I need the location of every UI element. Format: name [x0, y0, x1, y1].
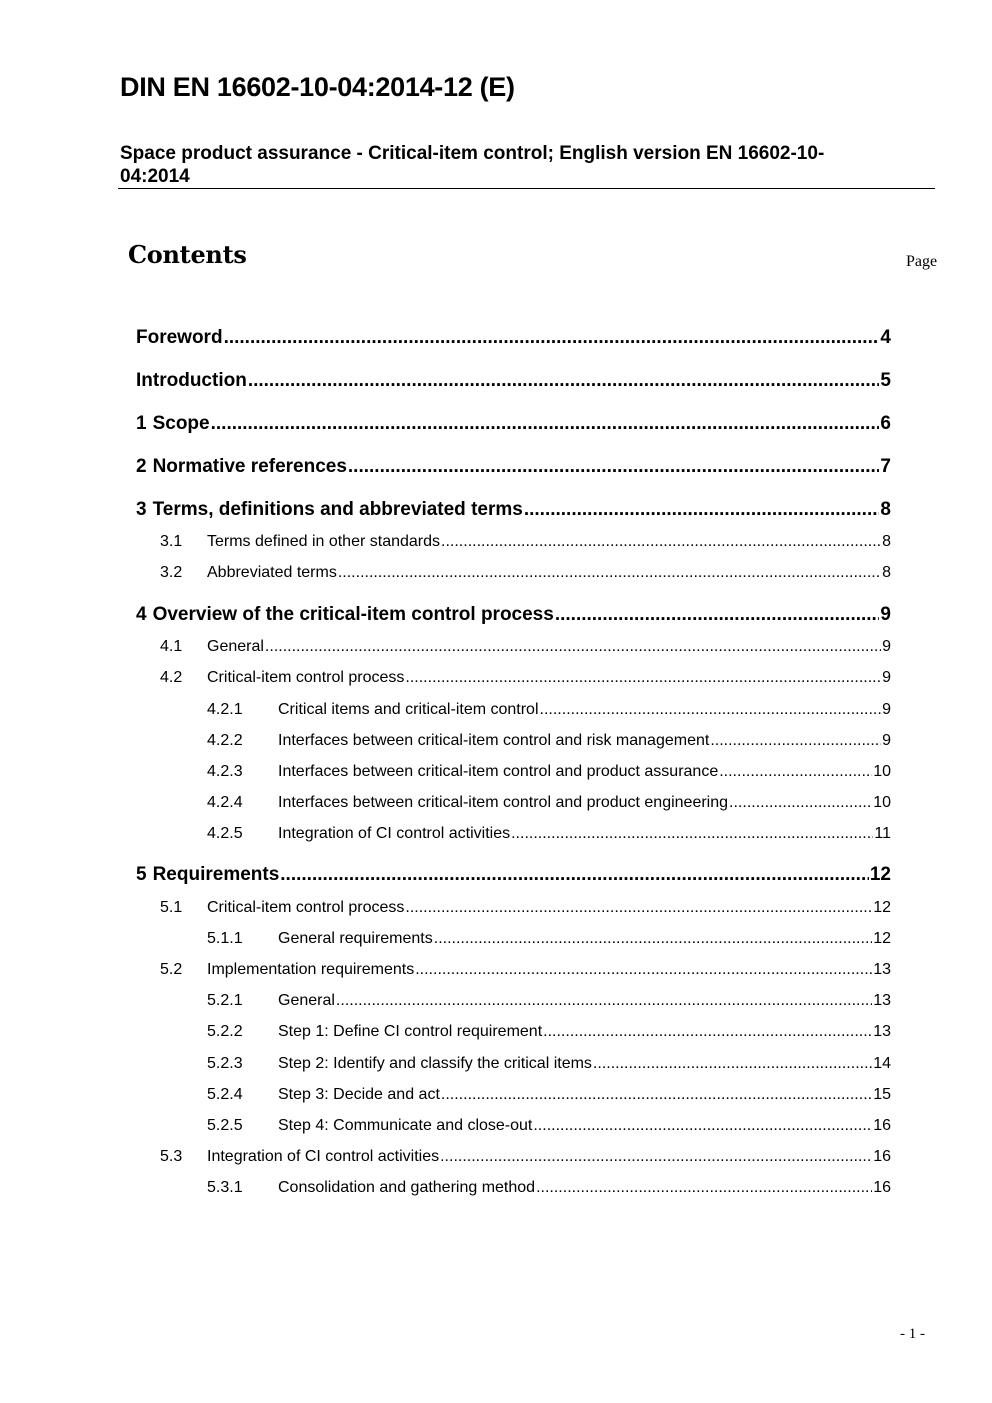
toc-entry[interactable]: [136, 604, 891, 626]
toc-dot-leader: [543, 1023, 872, 1041]
toc-entry-page: 12: [873, 930, 891, 947]
toc-entry-number: 5.2.4: [207, 1086, 243, 1103]
toc-entry-title: Interfaces between critical-item control and product engineering: [278, 794, 729, 811]
toc-dot-leader: [441, 1086, 872, 1104]
toc-entry[interactable]: [207, 992, 891, 1010]
document-id: DIN EN 16602-10-04:2014-12 (E): [120, 72, 515, 102]
toc-entry-page: 9: [882, 638, 891, 655]
toc-entry-title: Abbreviated terms: [207, 564, 337, 581]
toc-entry-title: Critical-item control process: [207, 899, 405, 916]
toc-entry-page: 10: [873, 794, 891, 811]
toc-entry-number: 4.2.1: [207, 701, 243, 718]
document-subtitle: Space product assurance - Critical-item control; English version EN 16602-10-04:2014: [120, 143, 825, 187]
toc-dot-leader: [555, 604, 880, 626]
toc-entry[interactable]: [136, 864, 891, 886]
toc-entry[interactable]: [207, 1055, 891, 1073]
toc-entry-number: 1: [136, 413, 147, 434]
toc-entry-page: 16: [873, 1179, 891, 1196]
toc-entry[interactable]: [207, 825, 891, 843]
page-number: - 1 -: [900, 1326, 925, 1342]
toc-entry-number: 5.2: [160, 961, 183, 978]
toc-entry-page: 9: [882, 669, 891, 686]
toc-entry-title: Consolidation and gathering method: [278, 1179, 536, 1196]
toc-entry[interactable]: [160, 669, 891, 687]
toc-dot-leader: [280, 864, 869, 886]
toc-dot-leader: [440, 1148, 872, 1166]
toc-entry-page: 12: [869, 864, 891, 885]
toc-dot-leader: [338, 564, 881, 582]
toc-entry-page: 11: [874, 825, 891, 842]
toc-entry-number: 4.2.4: [207, 794, 243, 811]
toc-dot-leader: [415, 961, 872, 979]
toc-dot-leader: [524, 499, 880, 521]
toc-dot-leader: [336, 992, 872, 1010]
toc-entry-title: Step 3: Decide and act: [278, 1086, 440, 1103]
toc-dot-leader: [224, 327, 880, 349]
toc-entry[interactable]: [136, 456, 891, 478]
toc-entry[interactable]: [207, 763, 891, 781]
toc-entry-number: 5.1: [160, 899, 183, 916]
toc-dot-leader: [211, 413, 880, 435]
toc-entry-page: 16: [873, 1117, 891, 1134]
toc-dot-leader: [710, 732, 881, 750]
toc-dot-leader: [593, 1055, 872, 1073]
toc-dot-leader: [405, 669, 881, 687]
toc-entry-page: 13: [873, 1023, 891, 1040]
toc-entry[interactable]: [160, 961, 891, 979]
toc-entry-title: Scope: [152, 413, 210, 434]
toc-dot-leader: [540, 701, 882, 719]
toc-entry-title: Introduction: [136, 370, 247, 391]
toc-entry-page: 15: [873, 1086, 891, 1103]
toc-entry-number: 2: [136, 456, 147, 477]
toc-entry-page: 8: [882, 564, 891, 581]
toc-entry-page: 13: [873, 961, 891, 978]
toc-entry-title: Integration of CI control activities: [278, 825, 511, 842]
toc-entry[interactable]: [207, 1023, 891, 1041]
toc-entry-number: 5.2.5: [207, 1117, 243, 1134]
toc-entry-title: Critical-item control process: [207, 669, 405, 686]
toc-entry-page: 8: [880, 499, 891, 520]
toc-entry[interactable]: [160, 638, 891, 656]
toc-entry-page: 5: [880, 370, 891, 391]
toc-entry-page: 9: [882, 701, 891, 718]
toc-entry-page: 4: [880, 327, 891, 348]
toc-dot-leader: [265, 638, 881, 656]
toc-entry-number: 5.2.2: [207, 1023, 243, 1040]
toc-entry-number: 5.2.1: [207, 992, 243, 1009]
toc-dot-leader: [533, 1117, 872, 1135]
toc-entry[interactable]: [160, 533, 891, 551]
toc-entry-page: 10: [873, 763, 891, 780]
toc-entry-title: Step 4: Communicate and close-out: [278, 1117, 533, 1134]
toc-entry-title: Terms, definitions and abbreviated terms: [152, 499, 523, 520]
toc-entry[interactable]: [160, 1148, 891, 1166]
toc-dot-leader: [441, 533, 881, 551]
toc-entry-number: 3.2: [160, 564, 183, 581]
toc-entry-title: General requirements: [278, 930, 433, 947]
toc-entry-title: General: [207, 638, 264, 655]
toc-entry[interactable]: [207, 1179, 891, 1197]
toc-entry-number: 5.2.3: [207, 1055, 243, 1072]
toc-entry-page: 13: [873, 992, 891, 1009]
toc-entry-title: Interfaces between critical-item control and product assurance: [278, 763, 719, 780]
toc-entry-page: 9: [880, 604, 891, 625]
toc-entry[interactable]: [160, 899, 891, 917]
toc-dot-leader: [405, 899, 872, 917]
toc-dot-leader: [511, 825, 873, 843]
toc-dot-leader: [248, 370, 880, 392]
toc-entry[interactable]: [207, 1117, 891, 1135]
toc-entry-title: Step 2: Identify and classify the critical items: [278, 1055, 592, 1072]
toc-entry[interactable]: [207, 732, 891, 750]
toc-entry-page: 8: [882, 533, 891, 550]
toc-entry-page: 16: [873, 1148, 891, 1165]
toc-entry-page: 14: [873, 1055, 891, 1072]
toc-entry-title: Implementation requirements: [207, 961, 415, 978]
toc-entry[interactable]: [136, 413, 891, 435]
toc-entry-title: General: [278, 992, 335, 1009]
toc-entry-number: 4.2.5: [207, 825, 243, 842]
toc-entry[interactable]: [207, 930, 891, 948]
toc-entry-page: 6: [880, 413, 891, 434]
toc-entry-number: 3: [136, 499, 147, 520]
toc-entry-title: Interfaces between critical-item control and risk management: [278, 732, 710, 749]
toc-entry[interactable]: [136, 370, 891, 392]
toc-entry-number: 4.2: [160, 669, 183, 686]
toc-entry[interactable]: [136, 327, 891, 349]
toc-dot-leader: [536, 1179, 872, 1197]
toc-entry[interactable]: [160, 564, 891, 582]
toc-entry-number: 5: [136, 864, 147, 885]
toc-dot-leader: [729, 794, 872, 812]
toc-dot-leader: [719, 763, 872, 781]
toc-entry-page: 7: [880, 456, 891, 477]
page-column-label: Page: [906, 253, 938, 270]
toc-entry-title: Terms defined in other standards: [207, 533, 441, 550]
toc-entry-title: Normative references: [152, 456, 347, 477]
contents-heading: Contents: [128, 240, 247, 269]
toc-entry[interactable]: [207, 701, 891, 719]
toc-entry[interactable]: [136, 499, 891, 521]
toc-entry-title: Integration of CI control activities: [207, 1148, 440, 1165]
toc-entry-number: 4.2.2: [207, 732, 243, 749]
toc-entry-number: 5.3.1: [207, 1179, 243, 1196]
toc-entry-title: Step 1: Define CI control requirement: [278, 1023, 543, 1040]
toc-entry-number: 5.3: [160, 1148, 183, 1165]
header-divider: [118, 188, 935, 189]
toc-entry-page: 12: [873, 899, 891, 916]
toc-entry-number: 3.1: [160, 533, 183, 550]
toc-entry[interactable]: [207, 794, 891, 812]
toc-entry-number: 4: [136, 604, 147, 625]
toc-entry[interactable]: [207, 1086, 891, 1104]
toc-dot-leader: [434, 930, 872, 948]
toc-entry-title: Requirements: [152, 864, 280, 885]
toc-entry-title: Critical items and critical-item control: [278, 701, 539, 718]
toc-entry-number: 4.2.3: [207, 763, 243, 780]
toc-entry-number: 4.1: [160, 638, 183, 655]
toc-entry-page: 9: [882, 732, 891, 749]
toc-entry-title: Overview of the critical-item control process: [152, 604, 554, 625]
toc-dot-leader: [348, 456, 880, 478]
toc-entry-number: 5.1.1: [207, 930, 243, 947]
toc-entry-title: Foreword: [136, 327, 223, 348]
